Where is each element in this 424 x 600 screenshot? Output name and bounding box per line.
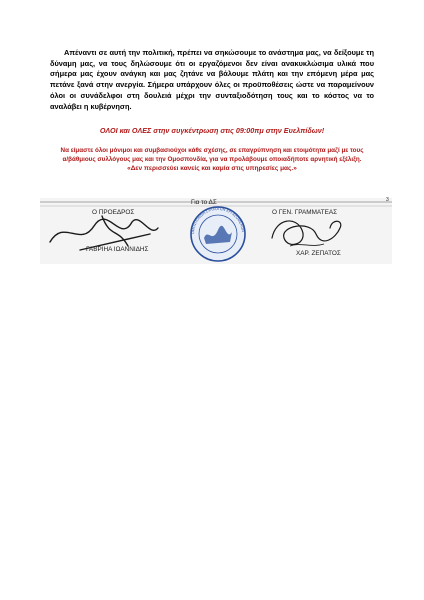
secretary-name: ΧΑΡ. ΖΕΠΑΤΟΣ (296, 250, 341, 257)
president-name: ΓΑΒΡΙΗΑ ΙΩΑΝΝΙΔΗΣ (86, 246, 149, 253)
for-board-label: Για το ΔΣ (191, 199, 217, 206)
call-line-2: α/βάθμιους συλλόγους μας και την Ομοσπονδία, για να προλάβουμε οποιαδήποτε αρνητική εξέλιξη. (62, 156, 362, 164)
seal-stamp (191, 207, 245, 261)
page-mark: 3 (386, 197, 389, 203)
president-title: Ο ΠΡΟΕΔΡΟΣ (92, 209, 135, 216)
president-signature (50, 216, 158, 250)
secretary-title: Ο ΓΕΝ. ΓΡΑΜΜΑΤΕΑΣ (272, 209, 338, 216)
signature-block (40, 198, 392, 264)
stamp-text: ΟΜΟΣΠΟΝΔΙΑ ΣΥΛΛΟΓΩΝ ΕΡΓΑΖΟΜΕΝΩΝ (190, 206, 245, 235)
rally-heading: ΟΛΟΙ και ΟΛΕΣ στην συγκέντρωση στις 09:00πμ στην Ευελπίδων! (99, 126, 325, 135)
call-to-action (50, 146, 374, 165)
slogan: «Δεν περισσεύει κανείς και καμία στις υπηρεσίες μας.» (127, 165, 297, 172)
call-line-1: Να είμαστε όλοι μόνιμοι και συμβασιούχοι κάθε σχέσης, σε επαγρύπνηση και ετοιμότητα μαζί με τους (60, 147, 364, 154)
secretary-signature (272, 221, 341, 244)
body-paragraph: Απέναντι σε αυτή την πολιτική, πρέπει να σηκώσουμε το ανάστημα μας, να δείξουμε τη δύναμη μας, να τους δηλώσουμε ότι οι εργαζόμενοι δεν είναι ανακυκλώσιμα υλικά που σήμερα μας έχουν ανάγκη και μας ζητάνε να βάλουμε πλάτη και την επόμενη μέρα μας πετάνε ξανά στην ανεργία. Σήμερα υπάρχουν όλες οι προϋποθέσεις ώστε να παραμείνουν όλοι οι συνάδελφοι στη δουλειά μέχρι την συνταξιοδότηση τους και το κόστος να το αναλάβει η κυβέρνηση. (50, 48, 374, 111)
